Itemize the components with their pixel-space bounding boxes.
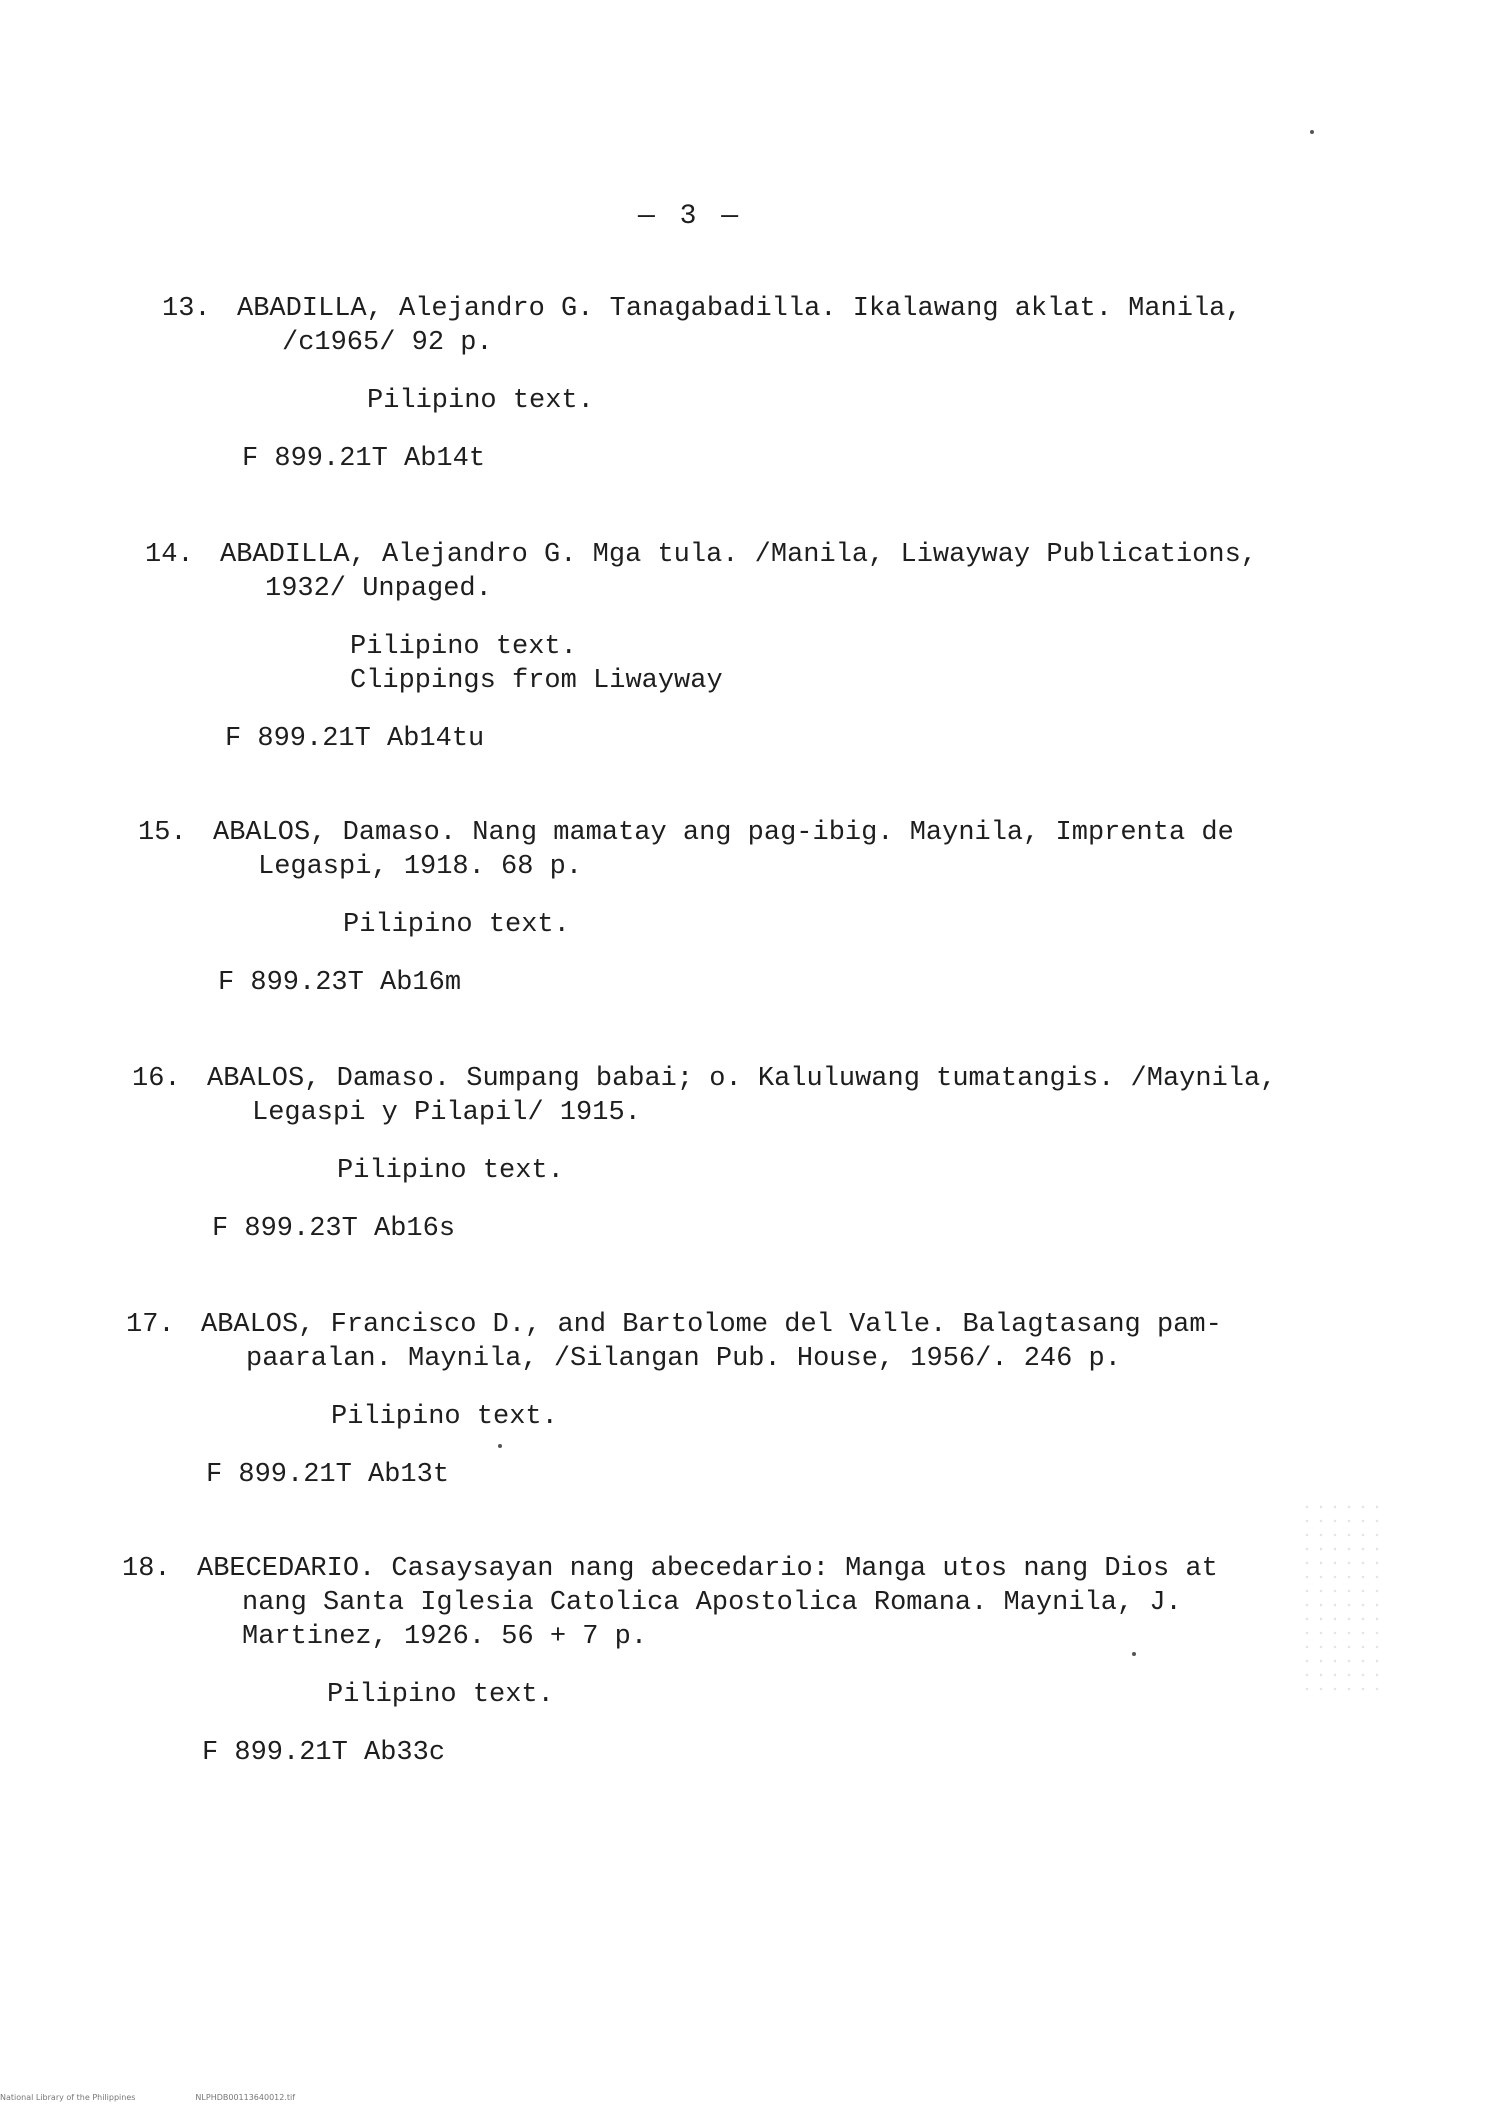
bibliography-entry-15 (138, 816, 1268, 1000)
entry-heading (162, 292, 1292, 326)
page-number: — 3 — (637, 201, 742, 232)
entry-number: 18. (122, 1554, 171, 1584)
entry-line-2: 1932/ Unpaged. (265, 574, 492, 604)
entry-line-1: ABALOS, Damaso. Nang mamatay ang pag-ibig. Maynila, Imprenta de (213, 818, 1234, 848)
entry-line-2: /c1965/ 92 p. (282, 328, 493, 358)
entry-number: 13. (162, 294, 211, 324)
footer-source: National Library of the Philippines (0, 2093, 136, 2102)
call-number: F 899.21T Ab14tu (225, 724, 485, 754)
scan-noise (1300, 1500, 1380, 1700)
entry-number: 15. (138, 818, 187, 848)
scan-footer (0, 2093, 355, 2103)
call-number: F 899.23T Ab16m (218, 968, 462, 998)
scan-speck (1132, 1652, 1136, 1656)
call-number: F 899.23T Ab16s (212, 1214, 456, 1244)
entry-line-1: ABADILLA, Alejandro G. Mga tula. /Manila, Liwayway Publications, (220, 540, 1257, 570)
entry-heading (126, 1308, 1256, 1342)
entry-heading (122, 1552, 1252, 1586)
entry-number: 14. (145, 540, 194, 570)
entry-line-3: Martinez, 1926. 56 + 7 p. (242, 1622, 648, 1652)
entry-note: Pilipino text. (343, 910, 570, 940)
entry-heading (132, 1062, 1277, 1096)
entry-note: Clippings from Liwayway (350, 666, 723, 696)
bibliography-entry-17 (126, 1308, 1256, 1492)
footer-filename: NLPHDB00113640012.tif (195, 2093, 296, 2102)
entry-note: Pilipino text. (337, 1156, 564, 1186)
entry-line-2: Legaspi y Pilapil/ 1915. (252, 1098, 641, 1128)
entry-line-1: ABADILLA, Alejandro G. Tanagabadilla. Ikalawang aklat. Manila, (237, 294, 1242, 324)
entry-line-1: ABECEDARIO. Casaysayan nang abecedario: Manga utos nang Dios at (197, 1554, 1218, 1584)
call-number: F 899.21T Ab14t (242, 444, 486, 474)
scan-speck (1310, 130, 1314, 134)
bibliography-entry-18 (122, 1552, 1252, 1770)
call-number: F 899.21T Ab13t (206, 1460, 450, 1490)
entry-line-2: Legaspi, 1918. 68 p. (258, 852, 583, 882)
bibliography-entry-13 (162, 292, 1292, 476)
entry-note: Pilipino text. (331, 1402, 558, 1432)
scan-speck (498, 1444, 502, 1448)
entry-heading (145, 538, 1275, 572)
entry-note: Pilipino text. (350, 632, 577, 662)
entry-line-1: ABALOS, Damaso. Sumpang babai; o. Kaluluwang tumatangis. /Maynila, (207, 1064, 1277, 1094)
entry-line-1: ABALOS, Francisco D., and Bartolome del Valle. Balagtasang pam- (201, 1310, 1222, 1340)
bibliography-entry-14 (145, 538, 1275, 756)
entry-note: Pilipino text. (327, 1680, 554, 1710)
bibliography-entry-16 (132, 1062, 1277, 1246)
entry-line-2: paaralan. Maynila, /Silangan Pub. House, 1956/. 246 p. (246, 1344, 1121, 1374)
entry-heading (138, 816, 1268, 850)
entry-line-2: nang Santa Iglesia Catolica Apostolica Romana. Maynila, J. (242, 1588, 1182, 1618)
entry-number: 17. (126, 1310, 175, 1340)
call-number: F 899.21T Ab33c (202, 1738, 446, 1768)
entry-number: 16. (132, 1064, 181, 1094)
entry-note: Pilipino text. (367, 386, 594, 416)
